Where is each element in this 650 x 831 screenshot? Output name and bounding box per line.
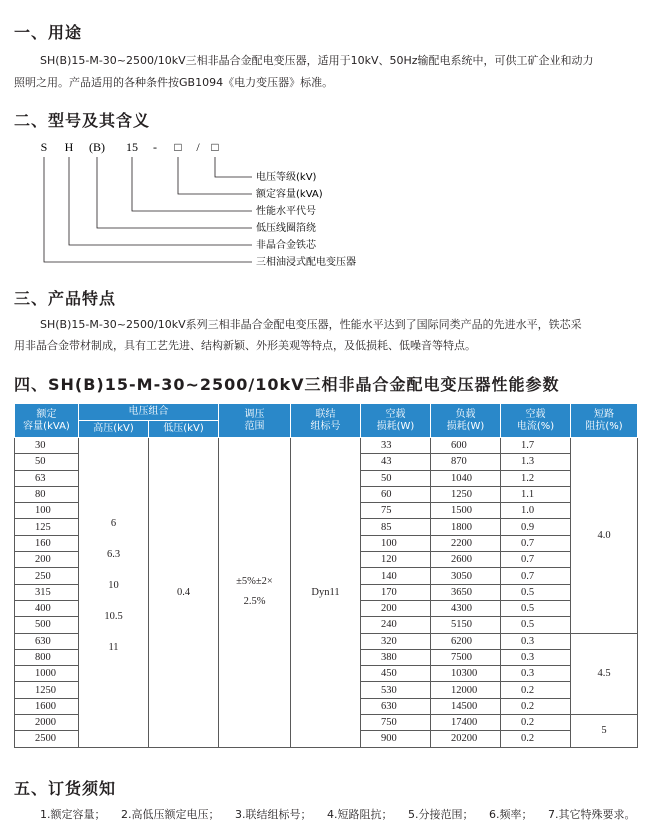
cell-load-loss: 6200 (431, 633, 501, 649)
cell-hv-voltages: 6 6.3 10 10.5 11 (79, 438, 149, 748)
cell-no-load-current: 0.7 (501, 552, 571, 568)
leader-line-s (44, 157, 252, 262)
cell-lv-voltage: 0.4 (149, 438, 219, 748)
cell-no-load-loss: 200 (361, 600, 431, 616)
cell-no-load-current: 0.9 (501, 519, 571, 535)
meaning-foil-winding: 低压线圈箔绕 (256, 223, 316, 234)
cell-capacity: 50 (15, 454, 79, 470)
cell-no-load-current: 0.2 (501, 731, 571, 747)
cell-capacity: 160 (15, 535, 79, 551)
cell-no-load-current: 1.0 (501, 503, 571, 519)
cell-no-load-loss: 85 (361, 519, 431, 535)
cell-capacity: 63 (15, 470, 79, 486)
meaning-voltage: 电压等级(kV) (256, 172, 317, 183)
leader-line-b (97, 157, 252, 228)
table-row (15, 438, 638, 454)
meaning-amorphous-core: 非晶合金铁芯 (256, 240, 316, 251)
performance-table-body (15, 438, 638, 748)
cell-tap-range: ±5%±2× 2.5% (219, 438, 291, 748)
cell-load-loss: 1040 (431, 470, 501, 486)
cell-capacity: 800 (15, 649, 79, 665)
cell-no-load-loss: 240 (361, 617, 431, 633)
cell-no-load-current: 1.7 (501, 438, 571, 454)
header-tap-range: 调压 范围 (219, 404, 291, 438)
header-load-loss: 负载 损耗(W) (431, 404, 501, 438)
cell-capacity: 200 (15, 552, 79, 568)
cell-load-loss: 20200 (431, 731, 501, 747)
section-5-heading: 五、订货须知 (14, 779, 117, 798)
section-3-line-2: 用非晶合金带材制成，具有工艺先进、结构新颖、外形美观等特点，及低损耗、低噪音等特点。 (14, 339, 476, 352)
header-lv: 低压(kV) (149, 421, 219, 438)
code-s: S (40, 140, 48, 154)
code-h: H (64, 140, 74, 154)
code-capacity-box: □ (174, 140, 182, 154)
section-2-heading: 二、型号及其含义 (14, 111, 151, 130)
cell-capacity: 500 (15, 617, 79, 633)
cell-load-loss: 10300 (431, 666, 501, 682)
cell-load-loss: 3050 (431, 568, 501, 584)
cell-capacity: 630 (15, 633, 79, 649)
section-4-heading: 四、SH(B)15-M-30~2500/10kV三相非晶合金配电变压器性能参数 (14, 375, 560, 394)
leader-line-h (69, 157, 252, 245)
cell-capacity: 1600 (15, 698, 79, 714)
cell-capacity: 125 (15, 519, 79, 535)
cell-no-load-current: 1.1 (501, 486, 571, 502)
leader-line-voltage (215, 157, 252, 177)
cell-load-loss: 14500 (431, 698, 501, 714)
code-15: 15 (126, 140, 138, 154)
cell-no-load-loss: 320 (361, 633, 431, 649)
header-hv: 高压(kV) (79, 421, 149, 438)
cell-load-loss: 4300 (431, 600, 501, 616)
section-1-heading: 一、用途 (14, 23, 83, 42)
header-capacity: 额定 容量(kVA) (15, 404, 79, 438)
cell-no-load-loss: 60 (361, 486, 431, 502)
order-item: 4.短路阻抗； (327, 808, 393, 821)
cell-no-load-loss: 170 (361, 584, 431, 600)
section-1-line-1 (14, 51, 594, 71)
cell-no-load-current: 0.3 (501, 633, 571, 649)
cell-capacity: 2500 (15, 731, 79, 747)
code-dash: - (153, 140, 157, 154)
cell-no-load-current: 1.2 (501, 470, 571, 486)
order-item: 6.频率； (489, 808, 533, 821)
cell-no-load-loss: 630 (361, 698, 431, 714)
cell-impedance: 4.0 (571, 438, 638, 634)
section-3-heading: 三、产品特点 (14, 289, 117, 308)
cell-capacity: 80 (15, 486, 79, 502)
cell-no-load-loss: 140 (361, 568, 431, 584)
order-notes (40, 806, 636, 822)
cell-capacity: 30 (15, 438, 79, 454)
code-slash: / (196, 140, 200, 154)
cell-no-load-current: 0.7 (501, 535, 571, 551)
meaning-performance: 性能水平代号 (256, 206, 316, 217)
leader-line-15 (132, 157, 252, 211)
cell-capacity: 2000 (15, 715, 79, 731)
order-item: 2.高低压额定电压； (121, 808, 220, 821)
cell-load-loss: 3650 (431, 584, 501, 600)
cell-load-loss: 870 (431, 454, 501, 470)
order-item: 7.其它特殊要求。 (548, 808, 636, 821)
cell-no-load-loss: 450 (361, 666, 431, 682)
cell-load-loss: 1250 (431, 486, 501, 502)
header-vector-group: 联结 组标号 (291, 404, 361, 438)
cell-no-load-current: 0.3 (501, 666, 571, 682)
cell-capacity: 1250 (15, 682, 79, 698)
cell-load-loss: 7500 (431, 649, 501, 665)
cell-impedance: 4.5 (571, 633, 638, 714)
cell-load-loss: 1500 (431, 503, 501, 519)
cell-no-load-loss: 530 (361, 682, 431, 698)
header-impedance: 短路 阻抗(%) (571, 404, 638, 438)
cell-no-load-loss: 380 (361, 649, 431, 665)
cell-no-load-loss: 33 (361, 438, 431, 454)
meaning-oil-immersed: 三相油浸式配电变压器 (256, 257, 356, 268)
cell-no-load-loss: 900 (361, 731, 431, 747)
model-code-diagram (0, 128, 650, 278)
cell-capacity: 250 (15, 568, 79, 584)
cell-no-load-current: 0.5 (501, 617, 571, 633)
cell-no-load-loss: 120 (361, 552, 431, 568)
cell-no-load-loss: 75 (361, 503, 431, 519)
code-voltage-box: □ (211, 140, 219, 154)
cell-load-loss: 600 (431, 438, 501, 454)
cell-capacity: 315 (15, 584, 79, 600)
cell-no-load-loss: 50 (361, 470, 431, 486)
cell-no-load-loss: 100 (361, 535, 431, 551)
section-1-text-1: SH(B)15-M-30~2500/10kV三相非晶合金配电变压器，适用于10kV、50Hz输配电系统中，可供工矿企业和动力 (40, 54, 594, 67)
cell-load-loss: 12000 (431, 682, 501, 698)
cell-capacity: 100 (15, 503, 79, 519)
meaning-capacity: 额定容量(kVA) (256, 189, 323, 200)
cell-load-loss: 1800 (431, 519, 501, 535)
cell-no-load-current: 0.2 (501, 698, 571, 714)
cell-no-load-current: 0.5 (501, 600, 571, 616)
order-item: 5.分接范围； (408, 808, 474, 821)
cell-load-loss: 2200 (431, 535, 501, 551)
header-no-load-current: 空载 电流(%) (501, 404, 571, 438)
performance-table (14, 403, 638, 748)
cell-no-load-loss: 750 (361, 715, 431, 731)
cell-load-loss: 17400 (431, 715, 501, 731)
cell-impedance: 5 (571, 715, 638, 748)
cell-no-load-current: 0.5 (501, 584, 571, 600)
order-item: 3.联结组标号； (235, 808, 312, 821)
cell-no-load-loss: 43 (361, 454, 431, 470)
cell-vector-group: Dyn11 (291, 438, 361, 748)
order-item: 1.额定容量； (40, 808, 106, 821)
cell-capacity: 1000 (15, 666, 79, 682)
section-3-text-1: SH(B)15-M-30~2500/10kV系列三相非晶合金配电变压器，性能水平达到了国际同类产品的先进水平，铁芯采 (40, 318, 582, 331)
cell-no-load-current: 0.3 (501, 649, 571, 665)
section-1-line-2: 照明之用。产品适用的各种条件按GB1094《电力变压器》标准。 (14, 76, 334, 89)
section-3-line-1 (14, 315, 582, 335)
code-b: (B) (89, 140, 105, 154)
header-voltage-group: 电压组合 (79, 404, 219, 421)
cell-load-loss: 2600 (431, 552, 501, 568)
cell-no-load-current: 0.2 (501, 715, 571, 731)
cell-no-load-current: 1.3 (501, 454, 571, 470)
cell-no-load-current: 0.2 (501, 682, 571, 698)
cell-load-loss: 5150 (431, 617, 501, 633)
cell-capacity: 400 (15, 600, 79, 616)
diagram-leader-lines (44, 157, 252, 262)
header-no-load-loss: 空载 损耗(W) (361, 404, 431, 438)
cell-no-load-current: 0.7 (501, 568, 571, 584)
